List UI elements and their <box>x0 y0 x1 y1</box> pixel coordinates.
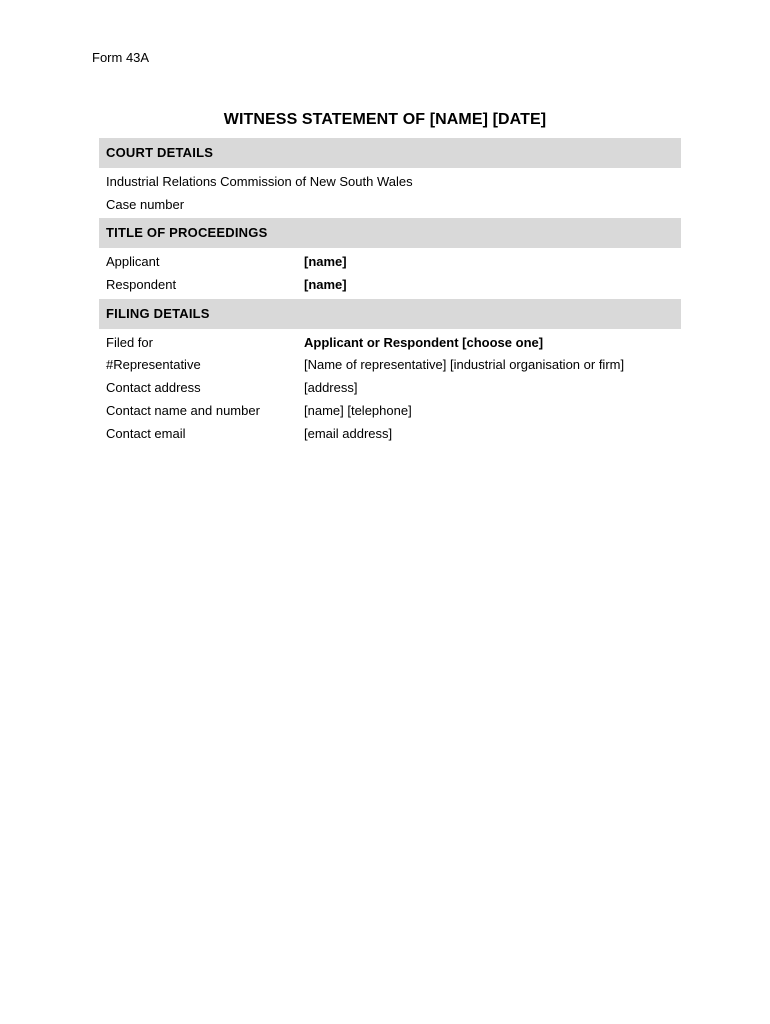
case-number-label: Case number <box>106 196 185 212</box>
applicant-value: [name] <box>304 254 347 270</box>
contact-email-row <box>99 423 681 446</box>
contact-address-row <box>99 377 681 400</box>
contact-email-value: [email address] <box>304 425 393 441</box>
case-number-row <box>99 194 681 217</box>
representative-label: #Representative <box>106 357 201 373</box>
filed-for-value: Applicant or Respondent [choose one] <box>304 334 544 350</box>
form-number: Form 43A <box>92 50 150 65</box>
representative-row <box>99 354 681 377</box>
filed-for-row <box>99 332 681 355</box>
court-name: Industrial Relations Commission of New South Wales <box>106 174 413 189</box>
filing-details-header: FILING DETAILS <box>99 299 681 329</box>
title-of-proceedings-header: TITLE OF PROCEEDINGS <box>99 218 681 248</box>
court-name-row <box>99 171 681 194</box>
respondent-label: Respondent <box>106 277 177 293</box>
representative-value: [Name of representative] [industrial organisation or firm] <box>304 357 625 373</box>
court-details-header: COURT DETAILS <box>99 138 681 168</box>
contact-address-value: [address] <box>304 380 358 396</box>
applicant-label: Applicant <box>106 254 160 270</box>
filed-for-label: Filed for <box>106 334 153 350</box>
contact-address-label: Contact address <box>106 380 201 396</box>
contact-email-label: Contact email <box>106 425 186 441</box>
contact-name-number-row <box>99 400 681 423</box>
contact-name-number-label: Contact name and number <box>106 402 260 418</box>
contact-name-number-value: [name] [telephone] <box>304 402 412 418</box>
applicant-row <box>99 251 681 274</box>
respondent-row <box>99 274 681 297</box>
respondent-value: [name] <box>304 277 347 293</box>
document-title: WITNESS STATEMENT OF [NAME] [DATE] <box>223 111 547 128</box>
form-table <box>99 138 681 447</box>
